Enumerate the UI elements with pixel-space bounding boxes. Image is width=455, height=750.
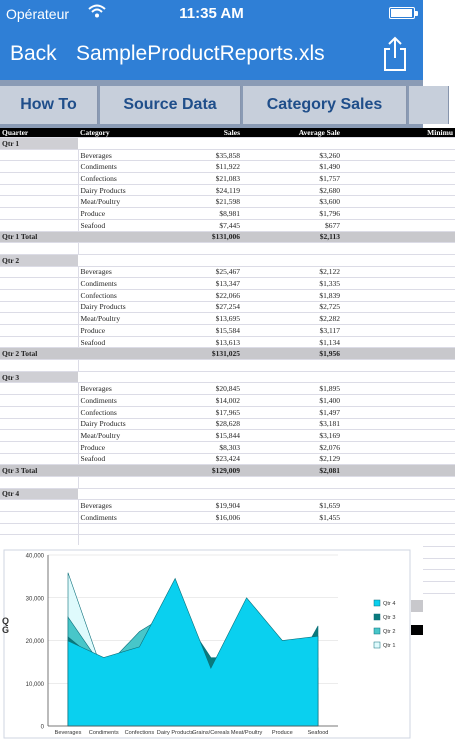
empty-cell[interactable]	[0, 441, 78, 453]
empty-cell[interactable]	[0, 360, 78, 372]
spreadsheet[interactable]	[0, 128, 453, 550]
table-row	[0, 161, 455, 173]
chart-svg	[0, 545, 423, 740]
empty-cell[interactable]	[0, 301, 78, 313]
empty-row	[0, 476, 455, 488]
total-label[interactable]: Qtr 3 Total	[0, 465, 78, 477]
average-sale-cell[interactable]: $1,659	[242, 500, 342, 512]
empty-cell[interactable]	[0, 266, 78, 278]
average-sale-cell[interactable]: $1,895	[242, 383, 342, 395]
category-cell[interactable]: Produce	[78, 441, 170, 453]
sales-cell[interactable]: $21,083	[170, 173, 242, 185]
empty-cell[interactable]	[242, 476, 342, 488]
y-tick-label: 30,000	[25, 596, 44, 603]
empty-cell[interactable]	[0, 476, 78, 488]
empty-cell[interactable]	[170, 138, 242, 150]
average-sale-cell[interactable]: $1,455	[242, 512, 342, 524]
empty-cell[interactable]	[342, 488, 455, 500]
total-label[interactable]: Qtr 2 Total	[0, 348, 78, 360]
empty-cell[interactable]	[0, 336, 78, 348]
table-row	[0, 184, 455, 196]
table-row	[0, 430, 455, 442]
sales-cell[interactable]: $22,066	[170, 289, 242, 301]
sales-cell[interactable]: $21,598	[170, 196, 242, 208]
empty-cell[interactable]	[78, 231, 170, 243]
quarter-row	[0, 488, 455, 500]
quarter-label[interactable]: Qtr 3	[0, 371, 78, 383]
average-sale-cell[interactable]: $2,680	[242, 184, 342, 196]
average-sale-cell[interactable]: $1,839	[242, 289, 342, 301]
empty-cell[interactable]	[170, 243, 242, 255]
minimum-cell[interactable]	[342, 500, 455, 512]
x-tick-label: Beverages	[54, 730, 82, 736]
empty-cell[interactable]	[78, 360, 170, 372]
x-tick-label: Grains/Cereals	[192, 730, 230, 736]
sales-cell[interactable]: $15,844	[170, 430, 242, 442]
empty-cell[interactable]	[170, 488, 242, 500]
average-sale-cell[interactable]: $3,181	[242, 418, 342, 430]
sales-cell[interactable]: $20,845	[170, 383, 242, 395]
category-cell[interactable]: Seafood	[78, 336, 170, 348]
total-row	[0, 231, 455, 243]
header-minimum: Minimu	[342, 128, 455, 138]
table-row	[0, 453, 455, 465]
average-sale-cell[interactable]: $1,497	[242, 406, 342, 418]
category-cell[interactable]: Confections	[78, 173, 170, 185]
empty-cell[interactable]	[0, 161, 78, 173]
table-row	[0, 219, 455, 231]
category-cell[interactable]: Meat/Poultry	[78, 430, 170, 442]
minimum-cell[interactable]	[342, 149, 455, 161]
empty-cell[interactable]	[342, 138, 455, 150]
legend-swatch	[374, 642, 380, 648]
legend-label: Qtr 3	[383, 615, 396, 621]
empty-cell[interactable]	[78, 138, 170, 150]
sales-cell[interactable]: $14,002	[170, 395, 242, 407]
legend-swatch	[374, 600, 380, 606]
table-row	[0, 418, 455, 430]
empty-cell[interactable]	[342, 231, 455, 243]
minimum-cell[interactable]	[342, 301, 455, 313]
average-sale-cell[interactable]: $1,796	[242, 208, 342, 220]
x-tick-label: Meat/Poultry	[230, 730, 263, 736]
table-row	[0, 383, 455, 395]
x-tick-label: Seafood	[307, 730, 329, 736]
minimum-cell[interactable]	[342, 266, 455, 278]
category-sales-table	[0, 128, 455, 594]
minimum-cell[interactable]	[342, 289, 455, 301]
quarter-row	[0, 138, 455, 150]
header-average-sale: Average Sale	[242, 128, 342, 138]
document-title: SampleProductReports.xls	[76, 42, 325, 65]
table-row	[0, 336, 455, 348]
empty-row	[0, 243, 455, 255]
x-tick-label: Confections	[124, 730, 155, 736]
average-sale-cell[interactable]: $3,260	[242, 149, 342, 161]
table-row	[0, 149, 455, 161]
empty-cell[interactable]	[342, 254, 455, 266]
empty-cell[interactable]	[342, 371, 455, 383]
header-sales: Sales	[170, 128, 242, 138]
table-row	[0, 500, 455, 512]
minimum-cell[interactable]	[342, 184, 455, 196]
table-row	[0, 266, 455, 278]
minimum-cell[interactable]	[342, 219, 455, 231]
empty-cell[interactable]	[342, 465, 455, 477]
empty-cell[interactable]	[78, 488, 170, 500]
category-cell[interactable]: Seafood	[78, 453, 170, 465]
legend-label: Qtr 2	[383, 629, 396, 635]
minimum-cell[interactable]	[342, 395, 455, 407]
x-tick-label: Condiments	[88, 730, 119, 736]
empty-cell[interactable]	[0, 278, 78, 290]
empty-cell[interactable]	[170, 523, 242, 535]
minimum-cell[interactable]	[342, 313, 455, 325]
sales-cell[interactable]: $8,303	[170, 441, 242, 453]
empty-cell[interactable]	[78, 523, 170, 535]
sales-cell[interactable]: $35,858	[170, 149, 242, 161]
average-sale-cell[interactable]: $2,725	[242, 301, 342, 313]
average-sale-cell[interactable]: $2,076	[242, 441, 342, 453]
minimum-cell[interactable]	[342, 325, 455, 337]
category-cell[interactable]: Confections	[78, 289, 170, 301]
category-cell[interactable]: Meat/Poultry	[78, 196, 170, 208]
sheet-partial-label-2: G	[2, 625, 10, 635]
average-sale-cell[interactable]: $1,757	[242, 173, 342, 185]
sales-cell[interactable]: $17,965	[170, 406, 242, 418]
sales-cell[interactable]: $13,613	[170, 336, 242, 348]
average-sale-cell[interactable]: $2,122	[242, 266, 342, 278]
status-bar	[0, 0, 423, 28]
total-average-cell[interactable]: $2,081	[242, 465, 342, 477]
table-row	[0, 406, 455, 418]
minimum-cell[interactable]	[342, 336, 455, 348]
empty-cell[interactable]	[342, 523, 455, 535]
category-cell[interactable]: Beverages	[78, 500, 170, 512]
battery-icon	[389, 7, 415, 19]
table-row	[0, 208, 455, 220]
x-tick-label: Dairy Products	[156, 730, 194, 736]
sales-cell[interactable]: $16,006	[170, 512, 242, 524]
empty-cell[interactable]	[242, 254, 342, 266]
table-row	[0, 512, 455, 524]
sales-cell[interactable]: $13,695	[170, 313, 242, 325]
sheet-partial-label-1: Q	[2, 616, 10, 626]
category-cell[interactable]: Condiments	[78, 512, 170, 524]
minimum-cell[interactable]	[342, 418, 455, 430]
empty-cell[interactable]	[0, 173, 78, 185]
empty-cell[interactable]	[0, 395, 78, 407]
top-bar	[0, 0, 423, 80]
minimum-cell[interactable]	[342, 453, 455, 465]
category-cell[interactable]: Beverages	[78, 149, 170, 161]
empty-cell[interactable]	[342, 360, 455, 372]
minimum-cell[interactable]	[342, 406, 455, 418]
category-cell[interactable]: Dairy Products	[78, 418, 170, 430]
category-cell[interactable]: Produce	[78, 208, 170, 220]
sheet-tabs	[0, 80, 423, 128]
category-cell[interactable]: Condiments	[78, 278, 170, 290]
empty-cell[interactable]	[78, 465, 170, 477]
quarter-label[interactable]: Qtr 2	[0, 254, 78, 266]
empty-cell[interactable]	[78, 254, 170, 266]
minimum-cell[interactable]	[342, 173, 455, 185]
legend-swatch	[374, 628, 380, 634]
minimum-cell[interactable]	[342, 196, 455, 208]
category-cell[interactable]: Seafood	[78, 219, 170, 231]
y-tick-label: 20,000	[25, 639, 44, 645]
table-row	[0, 395, 455, 407]
empty-cell[interactable]	[170, 476, 242, 488]
table-row	[0, 278, 455, 290]
empty-cell[interactable]	[0, 243, 78, 255]
sheet-edge-cell	[411, 600, 423, 612]
average-sale-cell[interactable]: $677	[242, 219, 342, 231]
minimum-cell[interactable]	[342, 383, 455, 395]
tab-overflow[interactable]	[409, 86, 449, 124]
table-row	[0, 289, 455, 301]
table-row	[0, 301, 455, 313]
share-icon[interactable]	[381, 36, 409, 72]
empty-cell[interactable]	[342, 348, 455, 360]
sales-cell[interactable]: $8,981	[170, 208, 242, 220]
minimum-cell[interactable]	[342, 430, 455, 442]
y-tick-label: 40,000	[25, 553, 44, 560]
empty-cell[interactable]	[0, 512, 78, 524]
category-cell[interactable]: Beverages	[78, 383, 170, 395]
tab-how-to[interactable]: How To	[0, 86, 98, 124]
empty-cell[interactable]	[0, 149, 78, 161]
category-cell[interactable]: Confections	[78, 406, 170, 418]
table-body	[0, 138, 455, 594]
category-cell[interactable]: Meat/Poultry	[78, 313, 170, 325]
empty-cell[interactable]	[0, 383, 78, 395]
sales-cell[interactable]: $19,904	[170, 500, 242, 512]
minimum-cell[interactable]	[342, 278, 455, 290]
quarter-label[interactable]: Qtr 4	[0, 488, 78, 500]
average-sale-cell[interactable]: $3,117	[242, 325, 342, 337]
category-cell[interactable]: Produce	[78, 325, 170, 337]
empty-cell[interactable]	[0, 523, 78, 535]
empty-cell[interactable]	[0, 208, 78, 220]
empty-cell[interactable]	[0, 453, 78, 465]
sales-cell[interactable]: $28,628	[170, 418, 242, 430]
total-sales-cell[interactable]: $131,025	[170, 348, 242, 360]
sales-cell[interactable]: $27,254	[170, 301, 242, 313]
back-button[interactable]: Back	[10, 42, 57, 65]
empty-cell[interactable]	[242, 138, 342, 150]
table-row	[0, 173, 455, 185]
sales-cell[interactable]: $15,584	[170, 325, 242, 337]
empty-cell[interactable]	[170, 371, 242, 383]
average-sale-cell[interactable]: $2,129	[242, 453, 342, 465]
empty-cell[interactable]	[242, 488, 342, 500]
average-sale-cell[interactable]: $2,282	[242, 313, 342, 325]
minimum-cell[interactable]	[342, 512, 455, 524]
empty-cell[interactable]	[0, 289, 78, 301]
sales-cell[interactable]: $13,347	[170, 278, 242, 290]
category-cell[interactable]: Condiments	[78, 395, 170, 407]
legend-swatch	[374, 614, 380, 620]
empty-cell[interactable]	[0, 406, 78, 418]
category-cell[interactable]: Condiments	[78, 161, 170, 173]
empty-cell[interactable]	[242, 371, 342, 383]
empty-cell[interactable]	[0, 325, 78, 337]
sheet-edge-cell	[411, 625, 423, 635]
total-label[interactable]: Qtr 1 Total	[0, 231, 78, 243]
empty-row	[0, 523, 455, 535]
carrier-label: Opérateur	[6, 6, 70, 22]
tab-source-data[interactable]: Source Data	[100, 86, 241, 124]
header-row	[0, 128, 455, 138]
empty-cell[interactable]	[0, 418, 78, 430]
category-cell[interactable]: Dairy Products	[78, 184, 170, 196]
empty-cell[interactable]	[242, 360, 342, 372]
empty-cell[interactable]	[0, 219, 78, 231]
average-sale-cell[interactable]: $1,335	[242, 278, 342, 290]
total-sales-cell[interactable]: $131,006	[170, 231, 242, 243]
total-average-cell[interactable]: $2,113	[242, 231, 342, 243]
empty-cell[interactable]	[170, 254, 242, 266]
table-row	[0, 441, 455, 453]
empty-row	[0, 360, 455, 372]
empty-cell[interactable]	[0, 500, 78, 512]
sales-cell[interactable]: $24,119	[170, 184, 242, 196]
average-sale-cell[interactable]: $1,400	[242, 395, 342, 407]
sales-cell[interactable]: $25,467	[170, 266, 242, 278]
category-cell[interactable]: Beverages	[78, 266, 170, 278]
header-category: Category	[78, 128, 170, 138]
sales-cell[interactable]: $7,445	[170, 219, 242, 231]
table-row	[0, 325, 455, 337]
category-cell[interactable]: Dairy Products	[78, 301, 170, 313]
legend-label: Qtr 1	[383, 643, 396, 649]
total-row	[0, 465, 455, 477]
table-row	[0, 196, 455, 208]
empty-cell[interactable]	[342, 476, 455, 488]
header-quarter: Quarter	[0, 128, 78, 138]
y-tick-label: 10,000	[25, 681, 44, 688]
total-sales-cell[interactable]: $129,009	[170, 465, 242, 477]
sales-cell[interactable]: $23,424	[170, 453, 242, 465]
minimum-cell[interactable]	[342, 208, 455, 220]
empty-cell[interactable]	[170, 360, 242, 372]
quarter-label[interactable]: Qtr 1	[0, 138, 78, 150]
y-tick-label: 0	[40, 724, 44, 731]
tab-category-sales[interactable]: Category Sales	[243, 86, 407, 124]
status-time: 11:35 AM	[179, 5, 244, 22]
empty-cell[interactable]	[242, 523, 342, 535]
quarter-row	[0, 371, 455, 383]
average-sale-cell[interactable]: $3,600	[242, 196, 342, 208]
empty-cell[interactable]	[342, 243, 455, 255]
total-average-cell[interactable]: $1,956	[242, 348, 342, 360]
empty-cell[interactable]	[0, 430, 78, 442]
legend-label: Qtr 4	[383, 601, 396, 607]
average-sale-cell[interactable]: $3,169	[242, 430, 342, 442]
empty-cell[interactable]	[0, 313, 78, 325]
table-row	[0, 313, 455, 325]
empty-cell[interactable]	[78, 476, 170, 488]
empty-cell[interactable]	[0, 184, 78, 196]
empty-cell[interactable]	[78, 371, 170, 383]
area-chart[interactable]	[0, 545, 423, 740]
empty-cell[interactable]	[242, 243, 342, 255]
minimum-cell[interactable]	[342, 441, 455, 453]
sales-cell[interactable]: $11,922	[170, 161, 242, 173]
quarter-row	[0, 254, 455, 266]
empty-cell[interactable]	[0, 196, 78, 208]
empty-cell[interactable]	[78, 243, 170, 255]
empty-cell[interactable]	[78, 348, 170, 360]
minimum-cell[interactable]	[342, 161, 455, 173]
x-tick-label: Produce	[271, 730, 293, 736]
average-sale-cell[interactable]: $1,490	[242, 161, 342, 173]
total-row	[0, 348, 455, 360]
average-sale-cell[interactable]: $1,134	[242, 336, 342, 348]
